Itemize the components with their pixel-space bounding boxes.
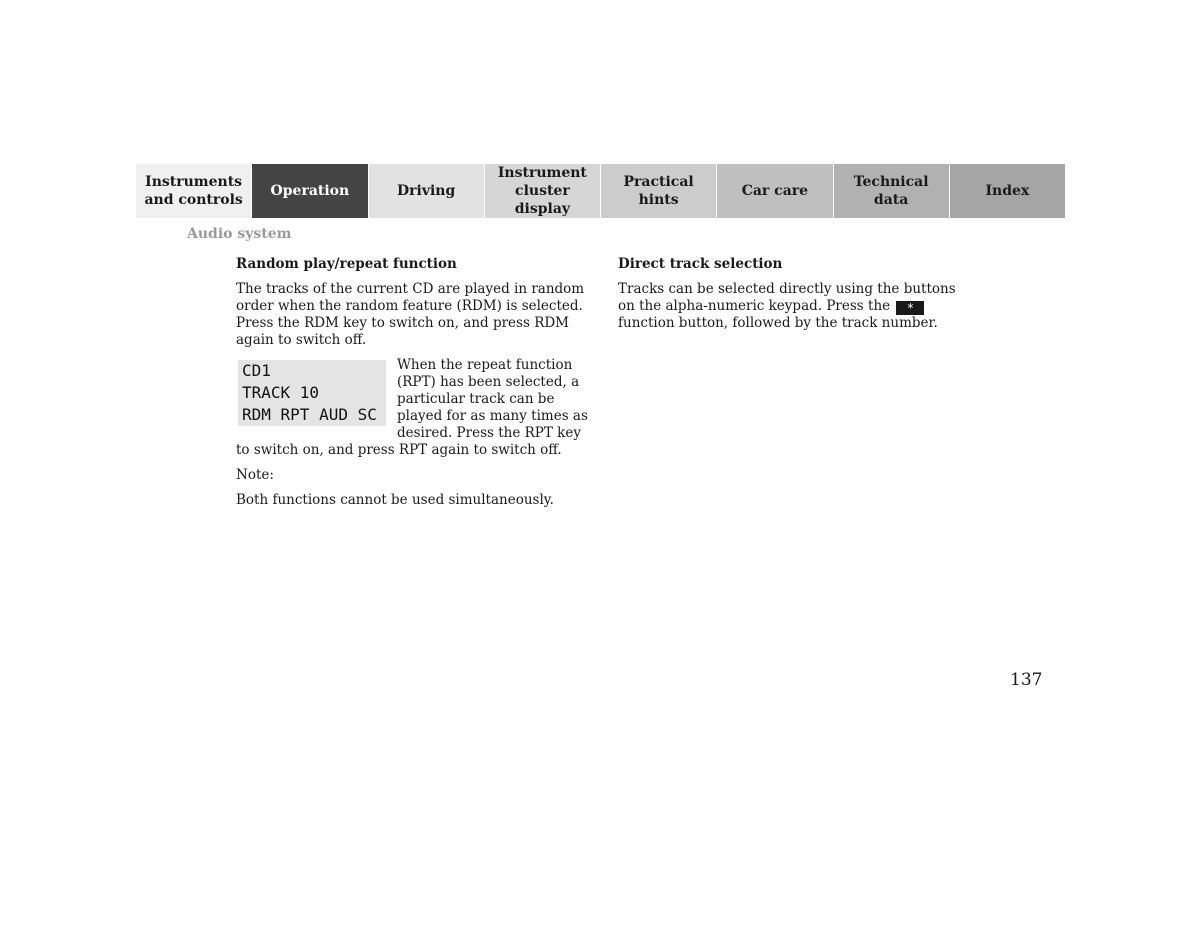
- star-key-icon: *: [896, 301, 924, 315]
- page-number: 137: [1010, 670, 1043, 690]
- note-text: Both functions cannot be used simultaneously.: [236, 492, 554, 508]
- display-line-2: TRACK 10: [242, 383, 320, 402]
- random-play-paragraph: The tracks of the current CD are played in random order when the random feature (RDM) is selected. Press the RDM key to switch on, and press RDM again to switch off.: [236, 281, 585, 348]
- direct-track-text-after: function button, followed by the track number.: [618, 315, 938, 331]
- direct-track-text-before: Tracks can be selected directly using the buttons on the alpha-numeric keypad. Press the: [618, 281, 956, 314]
- direct-track-paragraph: [618, 281, 970, 332]
- tab-car-care[interactable]: Car care: [717, 164, 833, 218]
- tab-driving[interactable]: Driving: [369, 164, 485, 218]
- radio-display-illustration: [238, 360, 386, 426]
- note-label: Note:: [236, 467, 274, 483]
- tab-instruments-and-controls[interactable]: Instruments and controls: [136, 164, 252, 218]
- repeat-paragraph: When the repeat function (RPT) has been selected, a particular track can be played for as many times as desired. Press the RPT key to switch on, and press RPT again to switch off.: [236, 357, 588, 458]
- tab-practical-hints[interactable]: Practical hints: [601, 164, 717, 218]
- tab-operation[interactable]: Operation: [252, 164, 368, 218]
- section-label: Audio system: [187, 226, 292, 242]
- tab-instrument-cluster-display[interactable]: Instrument cluster display: [485, 164, 601, 218]
- display-line-1: CD1: [242, 361, 271, 380]
- random-repeat-heading: Random play/repeat function: [236, 256, 457, 272]
- display-line-3: RDM RPT AUD SC: [242, 405, 377, 424]
- tab-index[interactable]: Index: [950, 164, 1065, 218]
- chapter-tabs: [136, 164, 1065, 218]
- tab-technical-data[interactable]: Technical data: [834, 164, 950, 218]
- right-column: [618, 255, 970, 340]
- direct-track-heading: Direct track selection: [618, 256, 783, 272]
- left-column: [236, 255, 588, 517]
